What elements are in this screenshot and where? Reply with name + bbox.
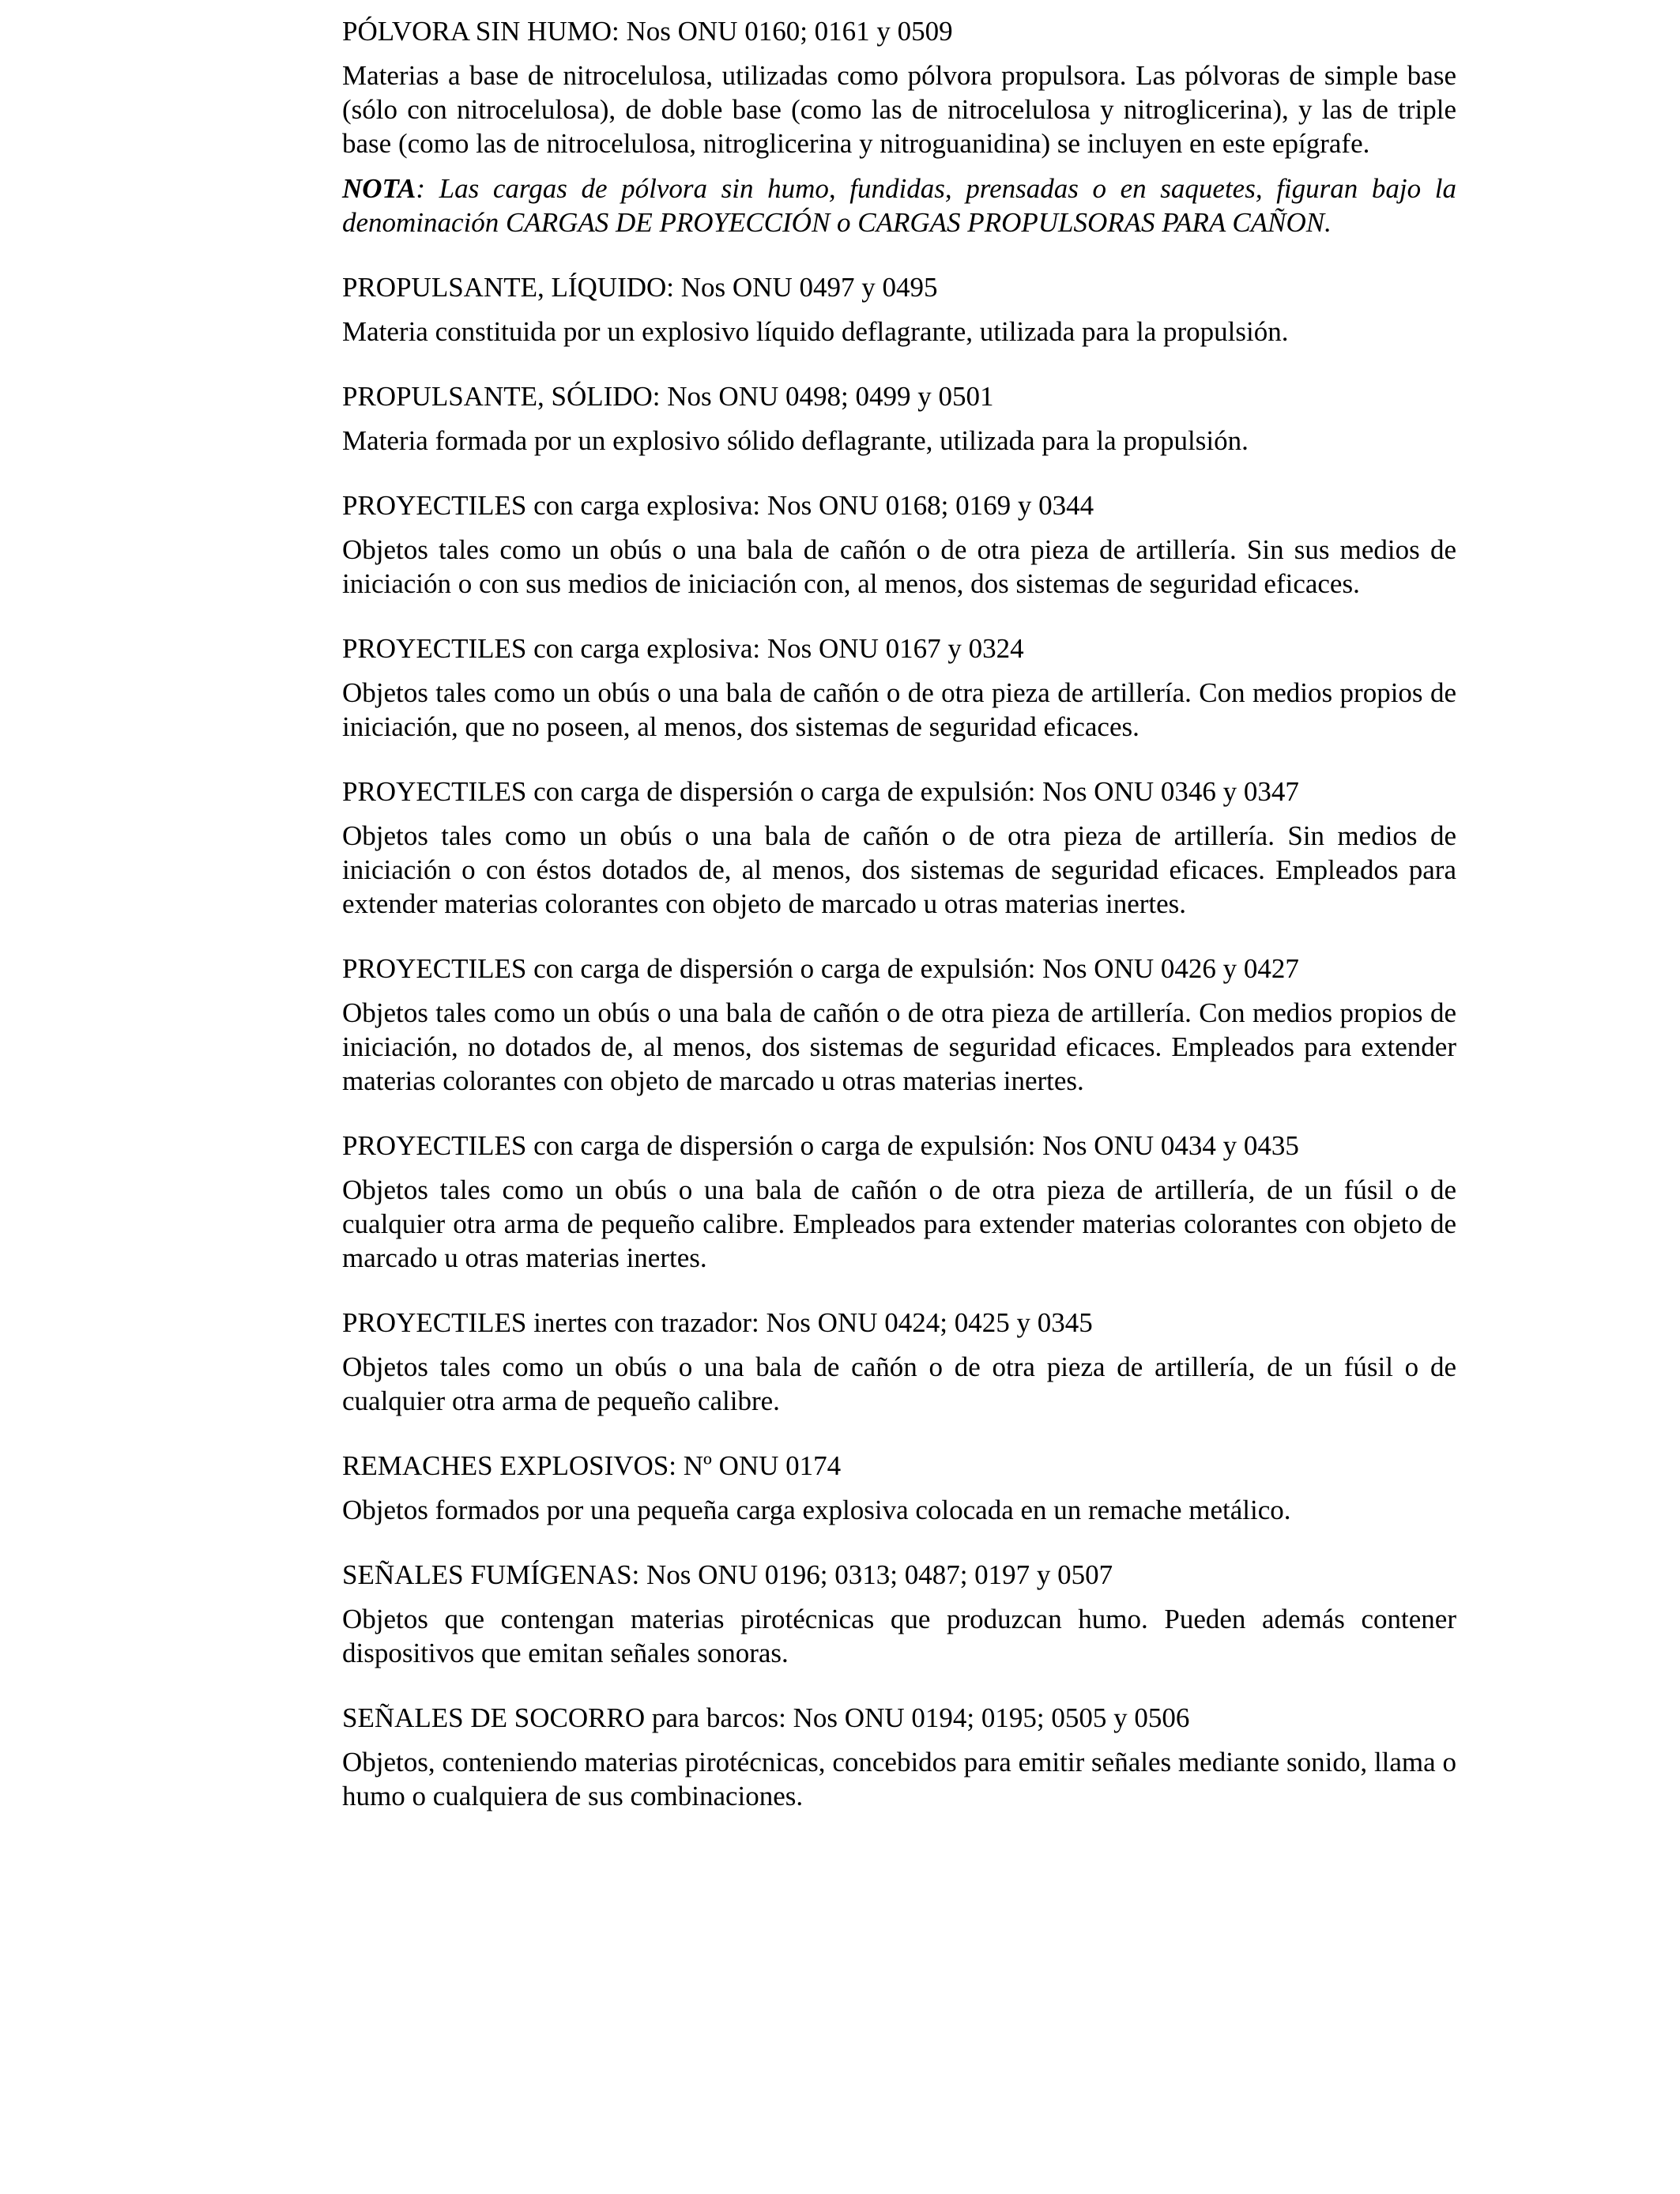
entry-description: Materias a base de nitrocelulosa, utilizadas como pólvora propulsora. Las pólvoras de simple base (sólo con nitrocelulosa), de doble base (como las de nitrocelulosa y nitroglicerina), y las de triple base (como las de nitrocelulosa, nitroglicerina y nitroguanidina) se incluyen en este epígrafe. <box>342 60 1456 159</box>
entry-proyectiles-carga-explosiva-1 <box>342 488 1456 601</box>
entry-description: Materia constituida por un explosivo líquido deflagrante, utilizada para la propulsión. <box>342 316 1289 347</box>
entry-proyectiles-dispersion-2 <box>342 952 1456 1098</box>
document-page <box>342 14 1456 1844</box>
entry-heading: SEÑALES FUMÍGENAS: Nos ONU 0196; 0313; 0487; 0197 y 0507 <box>342 1559 1113 1590</box>
entry-description: Objetos tales como un obús o una bala de cañón o de otra pieza de artillería. Con medios propios de iniciación, que no poseen, al menos, dos sistemas de seguridad eficaces. <box>342 677 1456 742</box>
entry-description: Objetos, conteniendo materias pirotécnicas, concebidos para emitir señales mediante sonido, llama o humo o cualquiera de sus combinaciones. <box>342 1747 1456 1811</box>
entry-proyectiles-dispersion-3 <box>342 1129 1456 1275</box>
entry-polvora-sin-humo <box>342 14 1456 239</box>
entry-heading: PROYECTILES con carga explosiva: Nos ONU 0167 y 0324 <box>342 633 1024 664</box>
entry-description: Objetos tales como un obús o una bala de cañón o de otra pieza de artillería. Sin sus medios de iniciación o con sus medios de iniciación con, al menos, dos sistemas de seguridad eficaces. <box>342 534 1456 599</box>
entry-propulsante-liquido <box>342 270 1456 349</box>
entry-heading: PROPULSANTE, SÓLIDO: Nos ONU 0498; 0499 y 0501 <box>342 381 994 412</box>
entry-description: Objetos tales como un obús o una bala de cañón o de otra pieza de artillería. Sin medios de iniciación o con éstos dotados de, al menos, dos sistemas de seguridad eficaces. Empleados para extender materias colorantes con objeto de marcado u otras materias inertes. <box>342 820 1456 919</box>
entry-remaches-explosivos <box>342 1449 1456 1527</box>
entry-heading: PROYECTILES con carga de dispersión o carga de expulsión: Nos ONU 0426 y 0427 <box>342 953 1299 984</box>
entry-heading: PROPULSANTE, LÍQUIDO: Nos ONU 0497 y 0495 <box>342 272 938 303</box>
entry-description: Objetos que contengan materias pirotécnicas que produzcan humo. Pueden además contener dispositivos que emitan señales sonoras. <box>342 1604 1456 1668</box>
entry-description: Objetos tales como un obús o una bala de cañón o de otra pieza de artillería, de un fúsil o de cualquier otra arma de pequeño calibre. <box>342 1351 1456 1416</box>
entry-heading: PROYECTILES con carga de dispersión o carga de expulsión: Nos ONU 0434 y 0435 <box>342 1130 1299 1161</box>
entry-proyectiles-carga-explosiva-2 <box>342 631 1456 744</box>
entry-note <box>342 172 1456 239</box>
entry-heading: PROYECTILES con carga explosiva: Nos ONU 0168; 0169 y 0344 <box>342 490 1094 521</box>
entry-proyectiles-dispersion-1 <box>342 775 1456 921</box>
entry-heading: SEÑALES DE SOCORRO para barcos: Nos ONU 0194; 0195; 0505 y 0506 <box>342 1702 1190 1733</box>
entry-propulsante-solido <box>342 379 1456 458</box>
note-text: : Las cargas de pólvora sin humo, fundidas, prensadas o en saquetes, figuran bajo la denominación CARGAS DE PROYECCIÓN o CARGAS PROPULSORAS PARA CAÑON. <box>342 173 1456 238</box>
entry-heading: REMACHES EXPLOSIVOS: Nº ONU 0174 <box>342 1450 842 1481</box>
entry-senales-fumigenas <box>342 1558 1456 1670</box>
entry-heading: PROYECTILES con carga de dispersión o carga de expulsión: Nos ONU 0346 y 0347 <box>342 776 1299 807</box>
entry-heading: PÓLVORA SIN HUMO: Nos ONU 0160; 0161 y 0509 <box>342 16 953 47</box>
entry-description: Materia formada por un explosivo sólido deflagrante, utilizada para la propulsión. <box>342 425 1249 456</box>
entry-heading: PROYECTILES inertes con trazador: Nos ONU 0424; 0425 y 0345 <box>342 1307 1093 1338</box>
entry-description: Objetos tales como un obús o una bala de cañón o de otra pieza de artillería, de un fúsil o de cualquier otra arma de pequeño calibre. Empleados para extender materias colorantes con objeto de marcado u otras materias inertes. <box>342 1174 1456 1273</box>
note-label: NOTA <box>342 173 416 204</box>
entry-proyectiles-inertes-trazador <box>342 1306 1456 1418</box>
entry-description: Objetos formados por una pequeña carga explosiva colocada en un remache metálico. <box>342 1495 1291 1525</box>
entry-senales-socorro <box>342 1701 1456 1813</box>
entry-description: Objetos tales como un obús o una bala de cañón o de otra pieza de artillería. Con medios propios de iniciación, no dotados de, al menos, dos sistemas de seguridad eficaces. Empleados para extender materias colorantes con objeto de marcado u otras materias inertes. <box>342 997 1456 1096</box>
